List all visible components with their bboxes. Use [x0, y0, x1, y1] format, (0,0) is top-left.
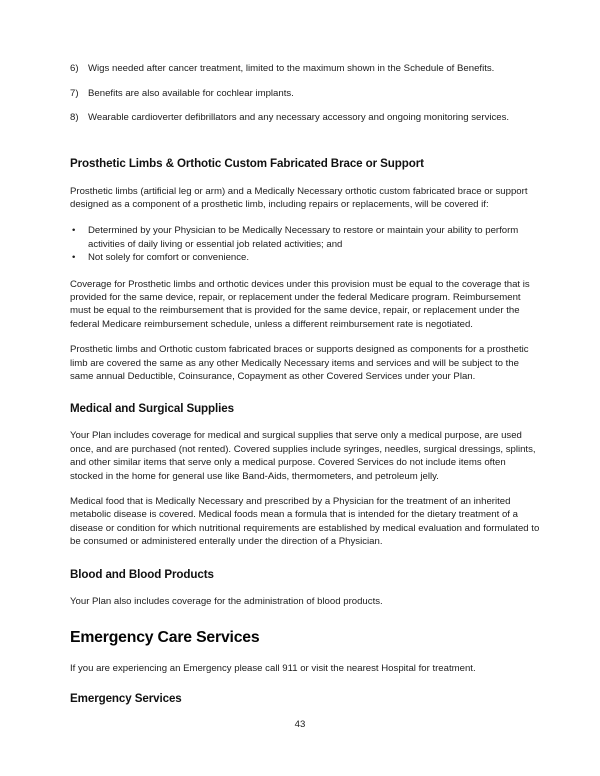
- list-item-text: Wearable cardioverter defibrillators and any necessary accessory and ongoing monitoring services.: [88, 112, 510, 123]
- bullet-item-text: Determined by your Physician to be Medically Necessary to restore or maintain your ability to perform activities of daily living or essential job related activities; and: [88, 225, 519, 250]
- numbered-list: [70, 62, 540, 125]
- section-heading-prosthetic-limbs: Prosthetic Limbs & Orthotic Custom Fabricated Brace or Support: [70, 156, 424, 170]
- prosthetic-limbs-paragraph-2: Coverage for Prosthetic limbs and orthotic devices under this provision must be equal to the coverage that is provided for the same device, repair, or replacement under the federal Medicare program. Reimbursement must be equal to the reimbursement that is provided for the same device, repair, or replacement under the federal Medicare reimbursement schedule, unless a different reimbursement rate is negotiated.: [70, 278, 530, 330]
- list-item: [70, 62, 540, 76]
- page-number: 43: [294, 719, 306, 730]
- bullet-item-text: Not solely for comfort or convenience.: [88, 252, 250, 264]
- medical-surgical-supplies-paragraph-2: Medical food that is Medically Necessary and prescribed by a Physician for the treatment of an inherited metabolic disease is covered. Medical foods mean a formula that is intended for the dietary treatment of a disease or condition for which nutritional requirements are established by medical evaluation and formulated to be consumed or administered enterally under the direction of a Physician.: [70, 496, 540, 548]
- list-item: [70, 111, 540, 125]
- prosthetic-limbs-paragraph-3: Prosthetic limbs and Orthotic custom fabricated braces or supports designed as components for a prosthetic limb are covered the same as any other Medically Necessary items and services and will be subject to the same annual Deductible, Coinsurance, Copayment as other Covered Services under your Plan.: [70, 344, 529, 382]
- blood-and-blood-products-paragraph-1: Your Plan also includes coverage for the administration of blood products.: [70, 595, 383, 607]
- section-heading-blood-and-blood-products: Blood and Blood Products: [70, 567, 214, 581]
- prosthetic-limbs-intro-paragraph: Prosthetic limbs (artificial leg or arm) and a Medically Necessary orthotic custom fabricated brace or support designed as a component of a prosthetic limb, including repairs or replacements, will be covered if:: [70, 185, 528, 210]
- list-marker: 7): [70, 87, 79, 99]
- bullet-icon: •: [72, 252, 76, 264]
- section-heading-emergency-services: Emergency Services: [70, 692, 182, 706]
- prosthetic-limbs-bullet-list: [70, 224, 540, 264]
- emergency-care-services-paragraph-1: If you are experiencing an Emergency please call 911 or visit the nearest Hospital for treatment.: [70, 663, 476, 675]
- list-item-text: Benefits are also available for cochlear implants.: [88, 87, 294, 99]
- medical-surgical-supplies-paragraph-1: Your Plan includes coverage for medical and surgical supplies that serve only a medical purpose, are used once, and are purchased (not rented). Covered supplies include syringes, needles, surgical dressings, splints, and other similar items that serve only a medical purpose. Covered Services do not include items often stocked in the home for general use like Band-Aids, thermometers, and petroleum jelly.: [70, 430, 536, 482]
- page-content: [70, 62, 540, 706]
- bullet-icon: •: [72, 225, 76, 237]
- bullet-list-item: [70, 224, 540, 251]
- major-section-heading-emergency-care-services: Emergency Care Services: [70, 629, 260, 647]
- section-heading-medical-surgical-supplies: Medical and Surgical Supplies: [70, 402, 234, 416]
- list-marker: 6): [70, 63, 79, 74]
- bullet-list-item: [70, 251, 540, 264]
- list-item-text: Wigs needed after cancer treatment, limited to the maximum shown in the Schedule of Benefits.: [88, 63, 495, 74]
- list-item: [70, 87, 540, 101]
- list-marker: 8): [70, 112, 79, 123]
